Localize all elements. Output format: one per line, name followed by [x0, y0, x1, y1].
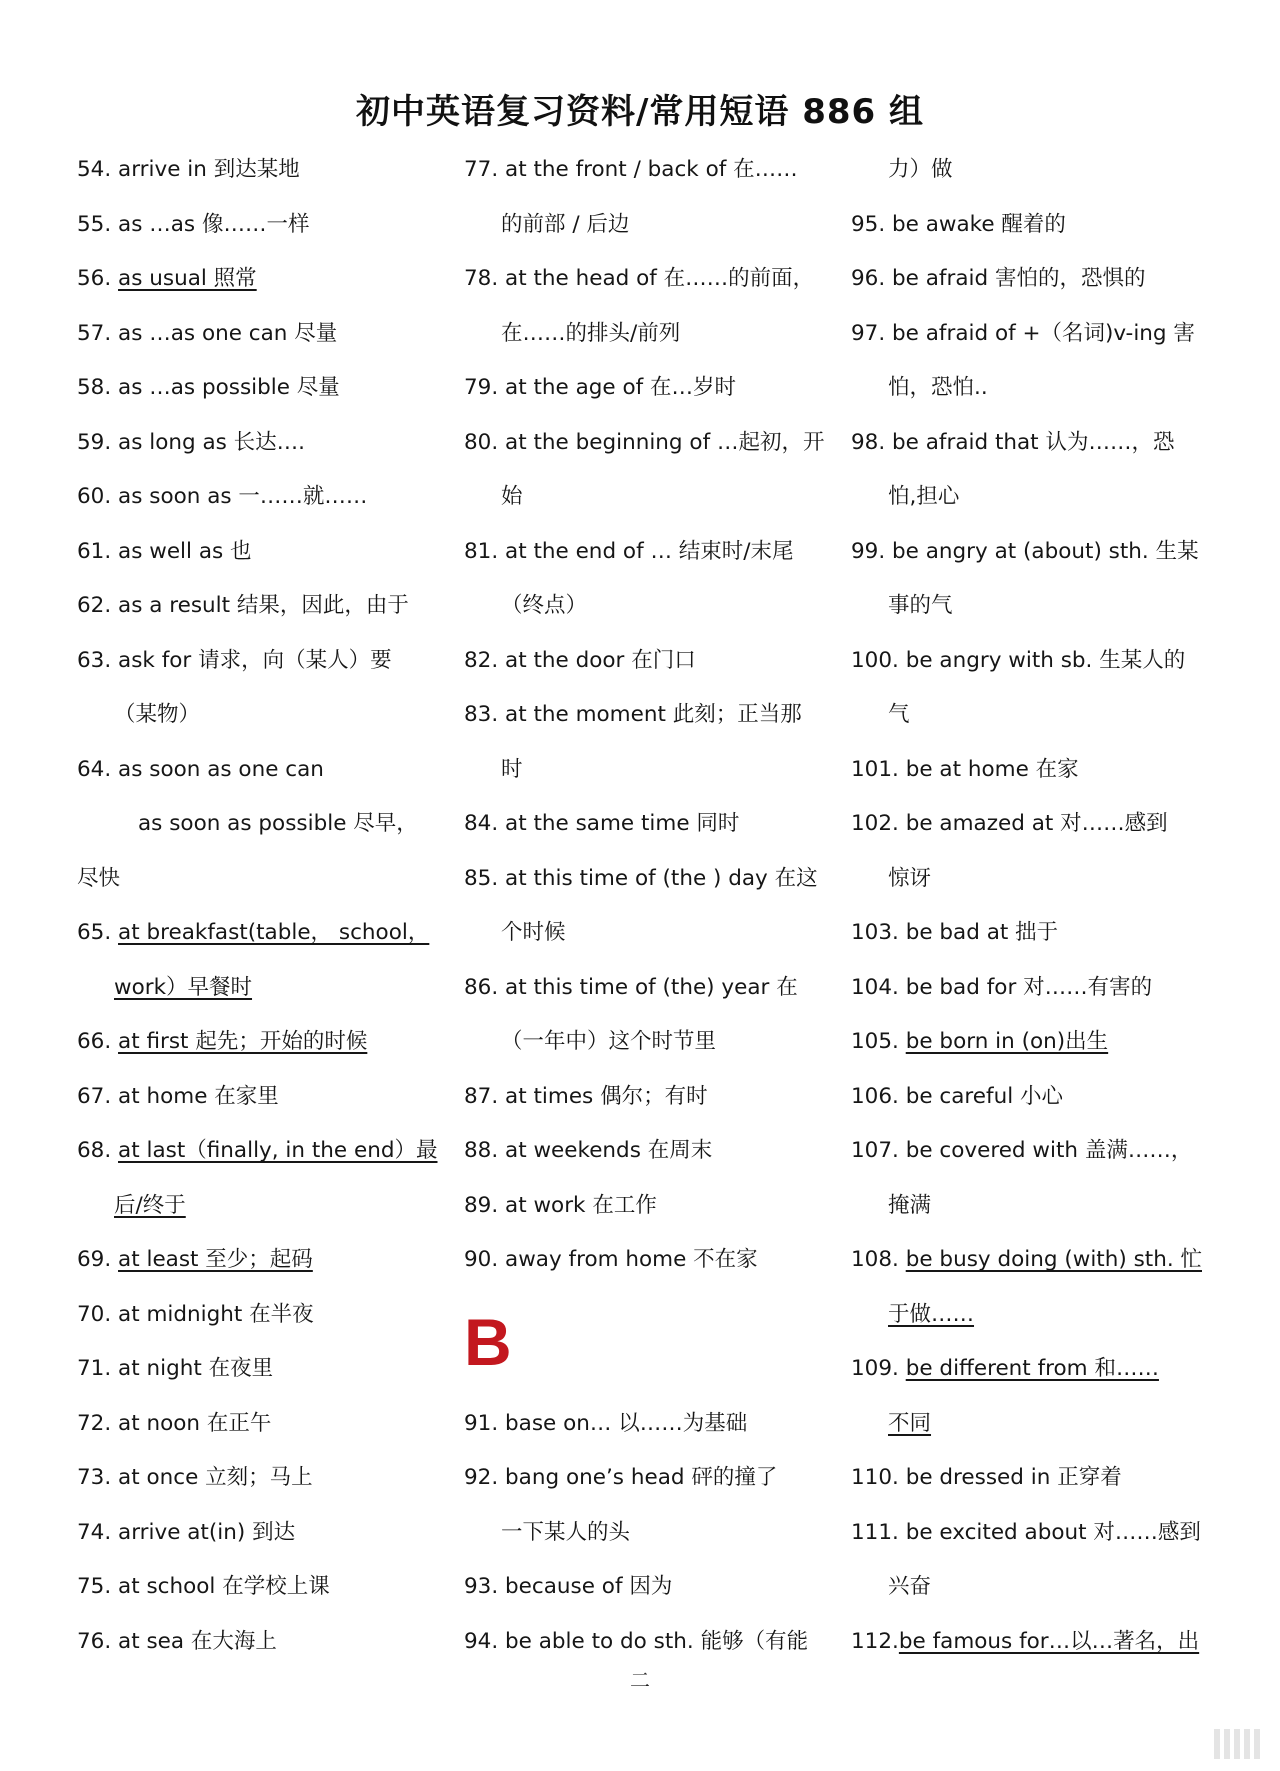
- phrase-text: 始: [501, 484, 523, 509]
- phrase-text: 75. at school 在学校上课: [77, 1574, 330, 1599]
- phrase-text: 102. be amazed at 对……感到: [851, 811, 1168, 836]
- phrase-line: [77, 1233, 437, 1288]
- phrase-line: [77, 1015, 437, 1070]
- phrase-text: 74. arrive at(in) 到达: [77, 1519, 296, 1545]
- phrase-number: 68.: [77, 1138, 119, 1163]
- phrase-text: 98. be afraid that 认为……，恐: [851, 429, 1175, 455]
- phrase-line: [77, 252, 437, 307]
- phrase-text: 55. as …as 像……一样: [77, 211, 310, 237]
- phrase-text: 82. at the door 在门口: [464, 647, 696, 673]
- phrase-text: be different from 和……: [905, 1356, 1159, 1381]
- phrase-line: [464, 1233, 824, 1288]
- phrase-text: 63. ask for 请求，向（某人）要: [77, 647, 392, 673]
- phrase-text: 111. be excited about 对……感到: [851, 1519, 1201, 1545]
- phrase-line: [464, 525, 824, 580]
- phrase-text: 72. at noon 在正午: [77, 1410, 272, 1436]
- watermark-stripes: [1214, 1729, 1274, 1763]
- phrase-number: 105.: [851, 1029, 906, 1054]
- phrase-text: 58. as …as possible 尽量: [77, 375, 340, 400]
- phrase-line: [77, 1451, 437, 1506]
- page-number: 二: [630, 1668, 650, 1692]
- phrase-line: [464, 1179, 824, 1234]
- phrase-text: 94. be able to do sth. 能够（有能: [464, 1628, 809, 1654]
- phrase-line: [77, 961, 437, 1016]
- phrase-line: [77, 852, 437, 907]
- phrase-text: （某物）: [114, 702, 201, 727]
- phrase-line: [464, 1015, 824, 1070]
- phrase-text: 107. be covered with 盖满……，: [851, 1138, 1193, 1163]
- phrase-line: [464, 1070, 824, 1125]
- phrase-line: [851, 1397, 1211, 1452]
- phrase-text: 54. arrive in 到达某地: [77, 157, 300, 182]
- phrase-line: [851, 1288, 1211, 1343]
- phrase-line: [851, 1124, 1211, 1179]
- phrase-line: [77, 1342, 437, 1397]
- phrase-line: [464, 361, 824, 416]
- phrase-line: [464, 961, 824, 1016]
- phrase-text: 77. at the front / back of 在……: [464, 157, 798, 182]
- phrase-text: 76. at sea 在大海上: [77, 1628, 277, 1654]
- phrase-line: [77, 1070, 437, 1125]
- phrase-line: [77, 1560, 437, 1615]
- phrase-line: [851, 634, 1211, 689]
- phrase-line: [464, 307, 824, 362]
- phrase-line: [851, 416, 1211, 471]
- phrase-number: 112.: [851, 1628, 899, 1654]
- phrase-text: at first 起先；开始的时候: [118, 1029, 368, 1054]
- phrase-text: 89. at work 在工作: [464, 1192, 657, 1218]
- phrase-text: 时: [501, 756, 523, 782]
- phrase-text: be busy doing (with) sth. 忙: [905, 1247, 1202, 1272]
- phrase-text: 掩满: [888, 1192, 932, 1218]
- phrase-line: [464, 1506, 824, 1561]
- phrase-text: 96. be afraid 害怕的，恐惧的: [851, 266, 1146, 291]
- phrase-text: 70. at midnight 在半夜: [77, 1301, 314, 1327]
- phrase-line: [464, 906, 824, 961]
- phrase-line: [851, 1615, 1211, 1670]
- phrase-line: [851, 143, 1211, 198]
- phrase-text: 兴奋: [888, 1574, 932, 1599]
- phrase-line: [464, 743, 824, 798]
- phrase-text: 力）做: [888, 157, 953, 182]
- phrase-text: 事的气: [888, 593, 953, 618]
- phrase-line: [464, 1397, 824, 1452]
- phrase-line: [464, 797, 824, 852]
- phrase-text: （终点）: [501, 593, 588, 618]
- phrase-line: [851, 1015, 1211, 1070]
- phrase-line: [851, 1179, 1211, 1234]
- column-3: [851, 143, 1211, 1669]
- phrase-text: 71. at night 在夜里: [77, 1356, 274, 1381]
- phrase-text: at last（finally, in the end）最: [118, 1138, 438, 1163]
- phrase-line: [77, 361, 437, 416]
- phrase-number: 66.: [77, 1029, 119, 1054]
- phrase-text: 103. be bad at 拙于: [851, 920, 1059, 945]
- phrase-line: [851, 797, 1211, 852]
- phrase-text: 79. at the age of 在…岁时: [464, 375, 737, 400]
- phrase-text: 的前部 / 后边: [501, 211, 630, 237]
- phrase-text: 57. as …as one can 尽量: [77, 320, 338, 346]
- phrase-line: [851, 688, 1211, 743]
- phrase-text: 一下某人的头: [501, 1519, 631, 1545]
- phrase-line: [464, 688, 824, 743]
- phrase-line: [464, 252, 824, 307]
- phrase-text: 59. as long as 长达….: [77, 429, 306, 455]
- phrase-text: 61. as well as 也: [77, 538, 252, 564]
- phrase-text: 67. at home 在家里: [77, 1083, 279, 1109]
- phrase-line: [851, 1342, 1211, 1397]
- column-1: [77, 143, 437, 1669]
- phrase-line: [851, 961, 1211, 1016]
- phrase-line: [851, 852, 1211, 907]
- phrase-text: 104. be bad for 对……有害的: [851, 974, 1153, 1000]
- phrase-text: 78. at the head of 在……的前面，: [464, 266, 815, 291]
- phrase-number: 69.: [77, 1247, 119, 1272]
- phrase-number: 56.: [77, 266, 119, 291]
- phrase-text: 90. away from home 不在家: [464, 1247, 758, 1272]
- phrase-line: [464, 579, 824, 634]
- phrase-line: [464, 634, 824, 689]
- phrase-line: [77, 906, 437, 961]
- phrase-text: work）早餐时: [114, 974, 253, 1000]
- phrase-line: [77, 525, 437, 580]
- phrase-text: 97. be afraid of +（名词)v-ing 害: [851, 320, 1195, 346]
- phrase-text: 110. be dressed in 正穿着: [851, 1465, 1122, 1490]
- phrase-line: [851, 198, 1211, 253]
- section-letter: [464, 1288, 824, 1397]
- phrase-text: 80. at the beginning of …起初，开: [464, 429, 825, 455]
- phrase-line: [851, 743, 1211, 798]
- phrase-text: 91. base on… 以……为基础: [464, 1410, 748, 1436]
- phrase-text: 后/终于: [114, 1192, 186, 1218]
- phrase-line: [851, 525, 1211, 580]
- phrase-text: be famous for…以…著名，出: [898, 1628, 1200, 1654]
- phrase-text: 85. at this time of (the ) day 在这: [464, 865, 818, 891]
- phrase-line: [77, 797, 437, 852]
- phrase-line: [464, 198, 824, 253]
- phrase-line: [77, 1288, 437, 1343]
- phrase-line: [77, 688, 437, 743]
- phrase-line: [77, 470, 437, 525]
- phrase-text: 惊讶: [888, 865, 932, 891]
- phrase-text: 83. at the moment 此刻；正当那: [464, 702, 802, 727]
- phrase-text: 95. be awake 醒着的: [851, 211, 1066, 237]
- phrase-text: 99. be angry at (about) sth. 生某: [851, 538, 1199, 564]
- phrase-text: 81. at the end of … 结束时/末尾: [464, 538, 794, 564]
- phrase-text: 怕，恐怕..: [888, 375, 988, 400]
- phrase-text: as soon as possible 尽早，: [138, 811, 418, 836]
- phrase-text: 在……的排头/前列: [501, 320, 681, 346]
- phrase-text: be born in (on)出生: [905, 1029, 1109, 1054]
- phrase-line: [77, 743, 437, 798]
- phrase-number: 108.: [851, 1247, 906, 1272]
- phrase-text: 101. be at home 在家: [851, 756, 1079, 782]
- phrase-line: [77, 1124, 437, 1179]
- phrase-line: [77, 1615, 437, 1670]
- phrase-line: [464, 1124, 824, 1179]
- phrase-text: 86. at this time of (the) year 在: [464, 974, 798, 1000]
- phrase-text: 100. be angry with sb. 生某人的: [851, 647, 1186, 673]
- phrase-line: [851, 1451, 1211, 1506]
- phrase-text: 60. as soon as 一……就……: [77, 484, 368, 509]
- phrase-text: 64. as soon as one can: [77, 756, 324, 782]
- phrase-text: 不同: [888, 1410, 932, 1436]
- phrase-line: [77, 1506, 437, 1561]
- phrase-line: [851, 906, 1211, 961]
- phrase-text: 73. at once 立刻；马上: [77, 1465, 313, 1490]
- phrase-text: 92. bang one’s head 砰的撞了: [464, 1465, 778, 1490]
- phrase-text: 62. as a result 结果，因此，由于: [77, 593, 409, 618]
- page-title: 初中英语复习资料/常用短语 886 组: [355, 92, 925, 132]
- phrase-line: [464, 143, 824, 198]
- phrase-number: 65.: [77, 920, 119, 945]
- phrase-line: [851, 1233, 1211, 1288]
- phrase-text: 106. be careful 小心: [851, 1083, 1064, 1109]
- phrase-line: [464, 852, 824, 907]
- phrase-text: 个时候: [501, 920, 566, 945]
- phrase-line: [77, 416, 437, 471]
- column-2: [464, 143, 824, 1669]
- phrase-line: [77, 1179, 437, 1234]
- phrase-line: [464, 470, 824, 525]
- phrase-line: [464, 1451, 824, 1506]
- phrase-line: [464, 416, 824, 471]
- phrase-line: [77, 198, 437, 253]
- phrase-text: 88. at weekends 在周末: [464, 1138, 713, 1163]
- phrase-line: [851, 1070, 1211, 1125]
- phrase-text: 尽快: [77, 865, 121, 891]
- phrase-line: [851, 1506, 1211, 1561]
- phrase-line: [464, 1615, 824, 1670]
- phrase-number: 109.: [851, 1356, 906, 1381]
- phrase-line: [851, 1560, 1211, 1615]
- phrase-text: as usual 照常: [118, 266, 257, 291]
- phrase-text: 气: [888, 702, 910, 727]
- phrase-text: at breakfast(table， school，: [118, 920, 430, 945]
- phrase-line: [464, 1560, 824, 1615]
- phrase-line: [77, 579, 437, 634]
- phrase-line: [851, 361, 1211, 416]
- phrase-line: [77, 307, 437, 362]
- phrase-text: 87. at times 偶尔；有时: [464, 1083, 708, 1109]
- phrase-line: [851, 579, 1211, 634]
- phrase-text: at least 至少；起码: [118, 1247, 313, 1272]
- phrase-text: 93. because of 因为: [464, 1574, 673, 1599]
- phrase-line: [77, 1397, 437, 1452]
- phrase-text: 于做……: [888, 1301, 975, 1327]
- phrase-text: 84. at the same time 同时: [464, 811, 740, 836]
- phrase-line: [851, 307, 1211, 362]
- phrase-text: （一年中）这个时节里: [501, 1029, 717, 1054]
- phrase-line: [851, 470, 1211, 525]
- phrase-text: 怕,担心: [888, 484, 960, 509]
- phrase-line: [851, 252, 1211, 307]
- phrase-text: B: [464, 1304, 512, 1379]
- phrase-line: [77, 143, 437, 198]
- phrase-line: [77, 634, 437, 689]
